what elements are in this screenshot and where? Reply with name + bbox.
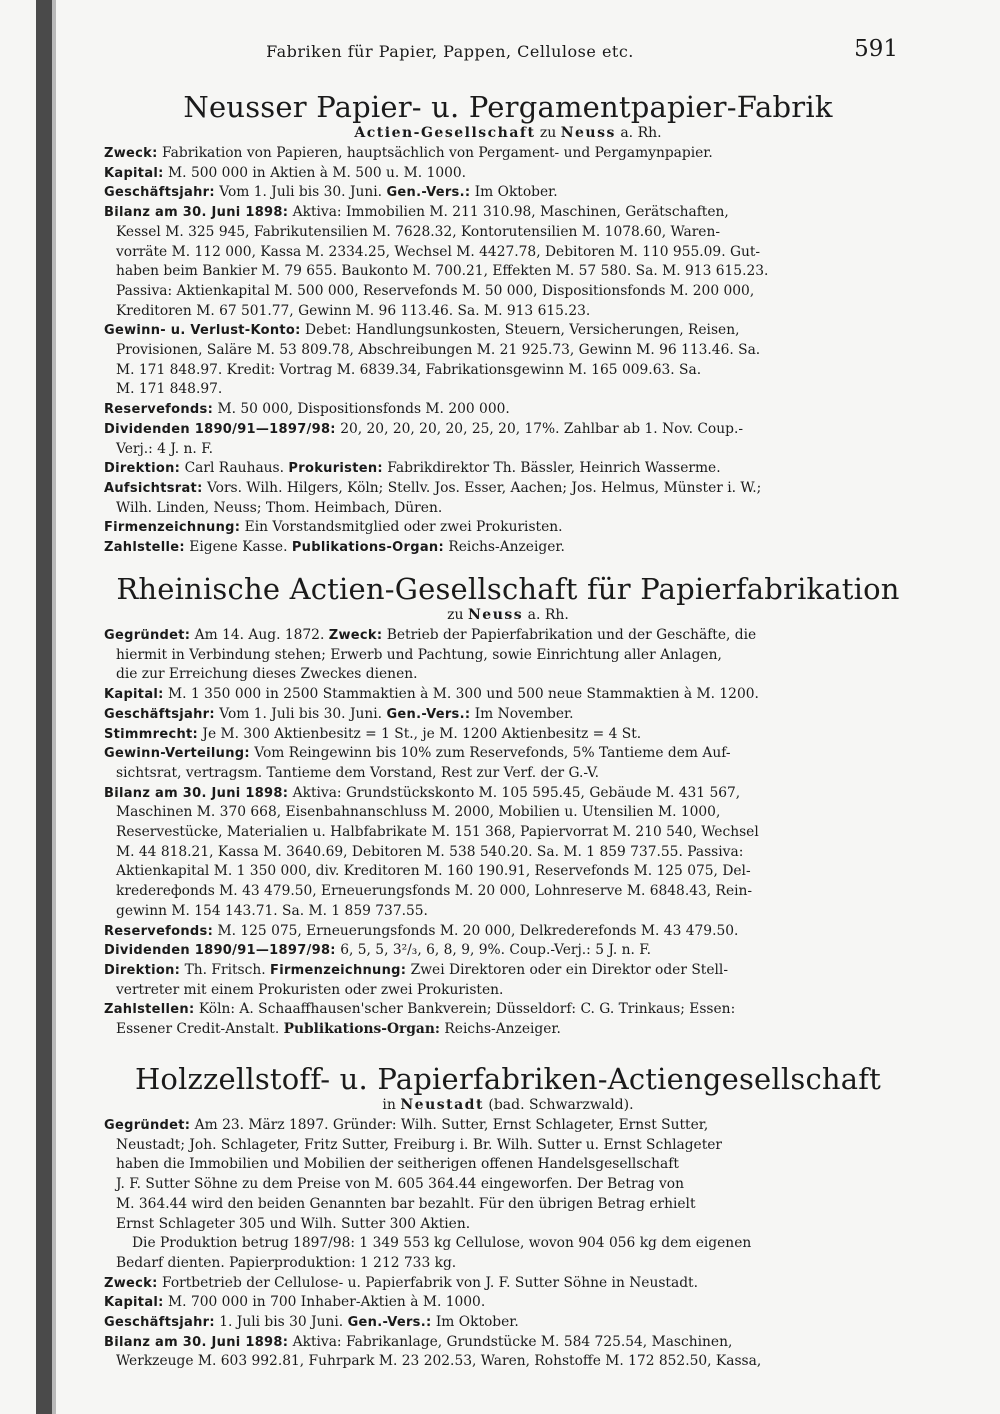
company-title: Rheinische Actien-Gesellschaft für Papierfabrikation xyxy=(116,572,900,606)
continuation-line xyxy=(104,223,912,243)
continuation-line xyxy=(104,902,912,922)
continuation-line xyxy=(104,1175,912,1195)
entry-text: Fabrikdirektor Th. Bässler, Heinrich Wasserme. xyxy=(382,460,721,477)
entry-line xyxy=(104,685,912,705)
entry-key: Direktion: xyxy=(104,962,181,978)
entry-line xyxy=(104,725,912,745)
entry-text: Im November. xyxy=(470,705,574,722)
entry-text: Carl Rauhaus. xyxy=(180,460,289,477)
entry-text: Debet: Handlungsunkosten, Steuern, Versicherungen, Reisen, xyxy=(300,322,740,339)
entry-text: Vom Reingewinn bis 10% zum Reservefonds, 5% Tantieme dem Auf- xyxy=(249,745,731,762)
entry-key: Publikations-Organ: xyxy=(291,540,444,556)
entry-text: Fortbetrieb der Cellulose- u. Papierfabrik von J. F. Sutter Söhne in Neustadt. xyxy=(157,1274,698,1291)
continuation-text: Provisionen, Saläre M. 53 809.78, Abschreibungen M. 21 925.73, Gewinn M. 96 113.46. Sa. xyxy=(116,342,761,359)
continuation-text: Wilh. Linden, Neuss; Thom. Heimbach, Düren. xyxy=(116,499,443,516)
continuation-text: Aktienkapital M. 1 350 000, div. Kreditoren M. 160 190.91, Reservefonds M. 125 075, Del- xyxy=(116,863,751,880)
entry-line xyxy=(104,744,912,764)
entry-text: Ein Vorstandsmitglied oder zwei Prokuristen. xyxy=(240,519,563,536)
entry-line xyxy=(104,1000,912,1020)
continuation-text: Kreditoren M. 67 501.77, Gewinn M. 96 113.46. Sa. M. 913 615.23. xyxy=(116,302,591,319)
entry-line xyxy=(104,1293,912,1313)
entry-text: 6, 5, 5, 3²/₃, 6, 8, 9, 9%. Coup.-Verj.: 5 J. n. F. xyxy=(335,942,652,959)
entry-line xyxy=(104,400,912,420)
entry-text: Fabrikation von Papieren, hauptsächlich von Pergament- und Pergamynpapier. xyxy=(157,145,713,161)
entry-key: Kapital: xyxy=(104,165,164,181)
entry-key: Kapital: xyxy=(104,687,164,703)
entry-line xyxy=(104,941,912,961)
entry-line xyxy=(104,1116,912,1136)
entry-key: Gen.-Vers.: xyxy=(386,706,471,722)
continuation-line xyxy=(104,282,912,302)
entry-text: Aktiva: Fabrikanlage, Grundstücke M. 584 725.54, Maschinen, xyxy=(288,1333,733,1350)
continuation-text: Kessel M. 325 945, Fabrikutensilien M. 7628.32, Kontorutensilien M. 1078.60, Waren- xyxy=(116,223,721,240)
entry-key: Reservefonds: xyxy=(104,402,214,418)
entry-text: M. 500 000 in Aktien à M. 500 u. M. 1000. xyxy=(163,164,467,181)
entry-line xyxy=(104,538,912,558)
continuation-text: vorräte M. 112 000, Kassa M. 2334.25, Wechsel M. 4427.78, Debitoren M. 110 955.09. Gut- xyxy=(116,243,761,260)
continuation-line xyxy=(104,341,912,361)
continuation-text: Reservestücke, Materialien u. Halbfabrikate M. 151 368, Papiervorrat M. 210 540, Wechsel xyxy=(116,824,759,841)
entry-text: Im Oktober. xyxy=(470,184,558,201)
continuation-text: M. 171 848.97. xyxy=(116,381,223,398)
entry-text: Th. Fritsch. xyxy=(180,961,271,978)
running-head xyxy=(70,36,898,74)
entry-key: Zweck: xyxy=(104,1275,158,1291)
entry-text: Aktiva: Immobilien M. 211 310.98, Maschinen, Gerätschaften, xyxy=(288,204,729,221)
continuation-text: M. 171 848.97. Kredit: Vortrag M. 6839.34, Fabrikationsgewinn M. 165 009.63. Sa. xyxy=(116,361,702,378)
continuation-text: Maschinen M. 370 668, Eisenbahnanschluss M. 2000, Mobilien u. Utensilien M. 1000, xyxy=(116,804,721,821)
company-title: Neusser Papier- u. Pergamentpapier-Fabrik xyxy=(183,90,833,124)
entry-text: 20, 20, 20, 20, 20, 25, 20, 17%. Zahlbar ab 1. Nov. Coup.- xyxy=(335,420,744,437)
entry-key: Prokuristen: xyxy=(288,461,383,477)
continuation-text: die zur Erreichung dieses Zweckes dienen. xyxy=(116,666,418,683)
continuation-line xyxy=(104,646,912,666)
entry-key: Gen.-Vers.: xyxy=(347,1315,432,1331)
company-subtitle xyxy=(104,1096,912,1115)
entry-text: Betrieb der Papierfabrikation und der Geschäfte, die xyxy=(382,627,757,643)
entry-key: Direktion: xyxy=(104,461,181,477)
continuation-text: Passiva: Aktienkapital M. 500 000, Reservefonds M. 50 000, Dispositionsfonds M. 200 000, xyxy=(116,282,755,299)
entry-text: Vom 1. Juli bis 30. Juni. xyxy=(214,705,387,722)
entry-text: Am 23. März 1897. Gründer: Wilh. Sutter, Ernst Schlageter, Ernst Sutter, xyxy=(190,1117,709,1133)
entry-line xyxy=(104,420,912,440)
continuation-line xyxy=(104,1155,912,1175)
entry-key: Geschäftsjahr: xyxy=(104,185,215,201)
entry-key: Publikations-Organ: xyxy=(283,1021,440,1038)
continuation-text: vertreter mit einem Prokuristen oder zwei Prokuristen. xyxy=(116,981,504,998)
continuation-text: kredereфonds M. 43 479.50, Erneuerungsfonds M. 20 000, Lohnreserve M. 6848.43, Rein- xyxy=(116,883,753,900)
continuation-line xyxy=(104,882,912,902)
entry-key: Firmenzeichnung: xyxy=(104,520,241,536)
paragraph-text: Die Produktion betrug 1897/98: 1 349 553 kg Cellulose, wovon 904 056 kg dem eigenen xyxy=(132,1235,752,1252)
continuation-text: J. F. Sutter Söhne zu dem Preise von M. 605 364.44 eingeworfen. Der Betrag von xyxy=(116,1176,685,1193)
entry-key: Bilanz am 30. Juni 1898: xyxy=(104,785,289,801)
continuation-line xyxy=(104,803,912,823)
entry-line xyxy=(104,1333,912,1353)
continuation-text: Neustadt; Joh. Schlageter, Fritz Sutter, Freiburg i. Br. Wilh. Sutter u. Ernst Schlageter xyxy=(116,1136,723,1153)
entry-text: Eigene Kasse. xyxy=(184,539,292,556)
continuation-line xyxy=(104,1136,912,1156)
company-entry-rheinische xyxy=(104,572,912,1040)
continuation-text: haben die Immobilien und Mobilien der seitherigen offenen Handelsgesellschaft xyxy=(116,1156,679,1173)
continuation-line xyxy=(104,243,912,263)
continuation-text: Werkzeuge M. 603 992.81, Fuhrpark M. 23 202.53, Waren, Rohstoffe M. 172 852.50, Kassa, xyxy=(116,1353,762,1370)
subtitle-preposition: zu xyxy=(447,607,468,623)
continuation-text: gewinn M. 154 143.71. Sa. M. 1 859 737.55. xyxy=(116,902,428,919)
continuation-line xyxy=(104,499,912,519)
continuation-text: sichtsrat, vertragsm. Tantieme dem Vorstand, Rest zur Verf. der G.-V. xyxy=(116,764,599,781)
entry-text: Vom 1. Juli bis 30. Juni. xyxy=(214,184,387,201)
continuation-text: Ernst Schlageter 305 und Wilh. Sutter 300 Aktien. xyxy=(116,1215,471,1232)
company-entry-holzzellstoff xyxy=(104,1062,912,1372)
entry-key: Zweck: xyxy=(328,628,383,643)
entry-line xyxy=(104,183,912,203)
continuation-line xyxy=(104,764,912,784)
entry-line xyxy=(104,479,912,499)
entry-line xyxy=(104,922,912,942)
paragraph-line xyxy=(104,1234,912,1254)
continuation-text: M. 44 818.21, Kassa M. 3640.69, Debitoren M. 538 540.20. Sa. M. 1 859 737.55. Passiva: xyxy=(116,843,744,860)
entry-key: Gegründet: xyxy=(104,628,191,643)
entry-text: M. 1 350 000 in 2500 Stammaktien à M. 300 und 500 neue Stammaktien à M. 1200. xyxy=(163,686,759,703)
entry-line xyxy=(104,164,912,184)
entry-key: Stimmrecht: xyxy=(104,726,199,742)
subtitle-region: (bad. Schwarzwald). xyxy=(483,1097,634,1113)
continuation-text: M. 364.44 wird den beiden Genannten bar bezahlt. Für den übrigen Betrag erhielt xyxy=(116,1195,696,1212)
entry-key: Firmenzeichnung: xyxy=(270,962,407,978)
continuation-line xyxy=(104,262,912,282)
entry-text: Am 14. Aug. 1872. xyxy=(190,627,329,643)
entry-text: Zwei Direktoren oder ein Direktor oder Stell- xyxy=(406,961,728,978)
subtitle-preposition: zu xyxy=(535,125,561,141)
entry-line xyxy=(104,626,912,646)
page-number: 591 xyxy=(854,36,898,62)
company-entry-neusser xyxy=(104,90,912,558)
continuation-line xyxy=(104,843,912,863)
entry-text: M. 50 000, Dispositionsfonds M. 200 000. xyxy=(213,401,510,418)
entry-line xyxy=(104,459,912,479)
entry-line xyxy=(104,784,912,804)
entry-key: Gewinn-Verteilung: xyxy=(104,746,250,762)
subtitle-place: Neuss xyxy=(467,607,524,623)
entry-text: Aktiva: Grundstückskonto M. 105 595.45, Gebäude M. 431 567, xyxy=(288,784,741,801)
entry-key: Geschäftsjahr: xyxy=(104,706,215,722)
entry-key: Reservefonds: xyxy=(104,923,214,939)
company-subtitle xyxy=(104,124,912,143)
entry-key: Zahlstelle: xyxy=(104,540,185,556)
continuation-line xyxy=(104,665,912,685)
company-subtitle xyxy=(104,606,912,625)
continuation-text: Verj.: 4 J. n. F. xyxy=(116,440,214,457)
entry-text: Reichs-Anzeiger. xyxy=(443,539,565,556)
entry-line xyxy=(104,961,912,981)
subtitle-place: Neustadt xyxy=(400,1097,484,1113)
entry-key: Gegründet: xyxy=(104,1118,191,1133)
entry-key: Dividenden 1890/91—1897/98: xyxy=(104,943,336,959)
subtitle-place: Neuss xyxy=(560,125,616,141)
subtitle-region: a. Rh. xyxy=(523,607,569,623)
entry-line xyxy=(104,1274,912,1294)
subtitle-preposition: in xyxy=(382,1097,401,1113)
continuation-line xyxy=(104,1195,912,1215)
entry-text: Reichs-Anzeiger. xyxy=(440,1021,561,1038)
entry-line xyxy=(104,321,912,341)
continuation-line xyxy=(104,981,912,1001)
entry-line xyxy=(104,705,912,725)
entry-key: Zweck: xyxy=(104,146,158,161)
continuation-text: hiermit in Verbindung stehen; Erwerb und Pachtung, sowie Einrichtung aller Anlagen, xyxy=(116,646,722,663)
continuation-text: Essener Credit-Anstalt. xyxy=(116,1021,284,1038)
company-title: Holzzellstoff- u. Papierfabriken-Actiengesellschaft xyxy=(134,1062,882,1096)
entry-text: M. 125 075, Erneuerungsfonds M. 20 000, Delkrederefonds M. 43 479.50. xyxy=(213,922,739,939)
continuation-line xyxy=(104,1254,912,1274)
entry-key: Geschäftsjahr: xyxy=(104,1315,215,1331)
entry-key: Kapital: xyxy=(104,1295,164,1311)
entry-text: 1. Juli bis 30 Juni. xyxy=(214,1314,348,1331)
continuation-text: Bedarf dienten. Papierproduktion: 1 212 733 kg. xyxy=(116,1254,457,1271)
entry-line xyxy=(104,203,912,223)
entry-text: Im Oktober. xyxy=(431,1314,519,1331)
entry-text: M. 700 000 in 700 Inhaber-Aktien à M. 1000. xyxy=(163,1294,486,1311)
subtitle-region: a. Rh. xyxy=(615,125,662,141)
continuation-line xyxy=(104,1020,912,1040)
continuation-line xyxy=(104,440,912,460)
continuation-line xyxy=(104,862,912,882)
continuation-line xyxy=(104,823,912,843)
entry-key: Bilanz am 30. Juni 1898: xyxy=(104,1334,289,1350)
entry-key: Aufsichtsrat: xyxy=(104,480,203,496)
entry-line xyxy=(104,144,912,164)
entry-key: Dividenden 1890/91—1897/98: xyxy=(104,421,336,437)
entry-line xyxy=(104,518,912,538)
entry-line xyxy=(104,1313,912,1333)
continuation-line xyxy=(104,1352,912,1372)
entry-key: Gen.-Vers.: xyxy=(386,185,471,201)
entry-text: Köln: A. Schaaffhausen'scher Bankverein; Düsseldorf: C. G. Trinkaus; Essen: xyxy=(194,1001,736,1018)
continuation-text: haben beim Bankier M. 79 655. Baukonto M. 700.21, Effekten M. 57 580. Sa. M. 913 615.23. xyxy=(116,263,769,280)
continuation-line xyxy=(104,361,912,381)
entry-key: Zahlstellen: xyxy=(104,1002,195,1018)
entry-text: Je M. 300 Aktienbesitz = 1 St., je M. 1200 Aktienbesitz = 4 St. xyxy=(198,725,642,742)
subtitle-company-form: Actien-Gesellschaft xyxy=(354,125,536,141)
entry-text: Vors. Wilh. Hilgers, Köln; Stellv. Jos. Esser, Aachen; Jos. Helmus, Münster i. W.; xyxy=(202,479,762,496)
continuation-line xyxy=(104,380,912,400)
continuation-line xyxy=(104,302,912,322)
running-title: Fabriken für Papier, Pappen, Cellulose etc. xyxy=(266,42,634,61)
entry-key: Bilanz am 30. Juni 1898: xyxy=(104,205,289,221)
entry-key: Gewinn- u. Verlust-Konto: xyxy=(104,323,301,339)
continuation-line xyxy=(104,1215,912,1235)
